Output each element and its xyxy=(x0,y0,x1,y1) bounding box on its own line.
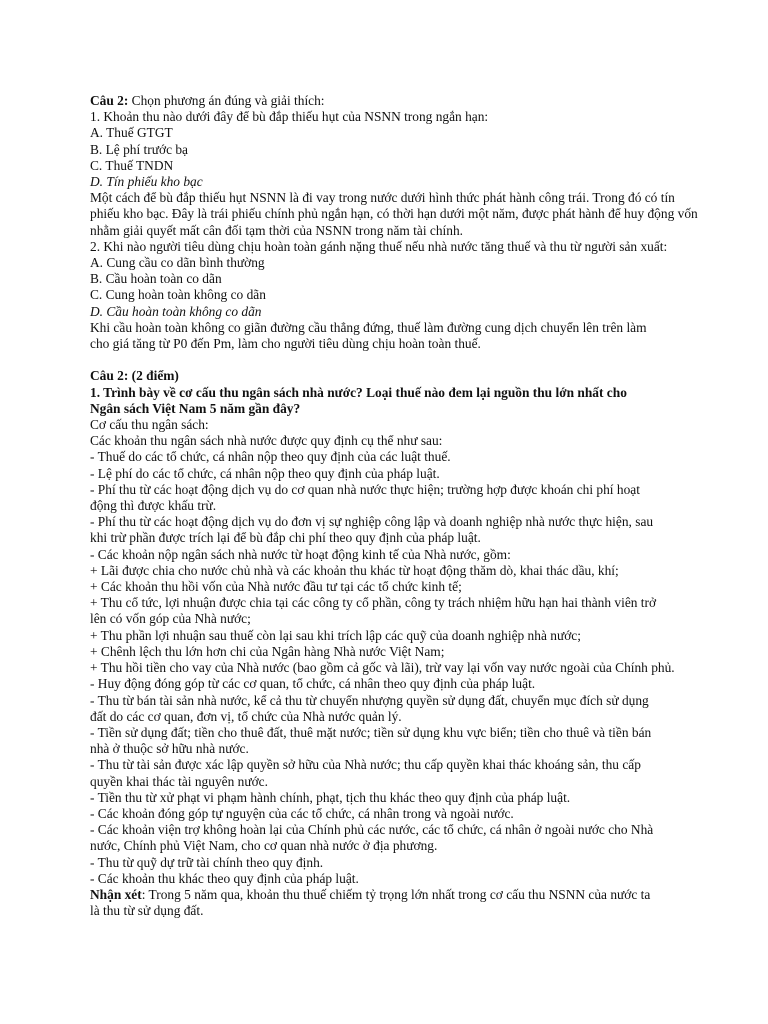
body-line: - Phí thu từ các hoạt động dịch vụ do đơn vị sự nghiệp công lập và doanh nghiệp nhà nước thực hiện, sau xyxy=(90,514,654,530)
question-1-explanation: Một cách để bù đắp thiếu hụt NSNN là đi vay trong nước dưới hình thức phát hành công trái. Trong đó có tín phiếu kho bạc. Đây là trái phiếu chính phủ ngắn hạn, có thời hạn dưới một năm, được phát hành để huy động vốn nhằm giải quyết mất cân đối tạm thời của NSNN trong năm tài chính. xyxy=(90,190,698,238)
body-line: - Các khoản đóng góp tự nguyện của các tổ chức, cá nhân trong và ngoài nước. xyxy=(90,805,514,821)
question-2-option-c: C. Cung hoàn toàn không co dãn xyxy=(90,287,266,303)
body-line: - Lệ phí do các tổ chức, cá nhân nộp theo quy định của pháp luật. xyxy=(90,465,440,481)
question-1-option-d-answer: D. Tín phiếu kho bạc xyxy=(90,174,203,190)
remark-line-2: là thu từ sử dụng đất. xyxy=(90,903,204,919)
section2-question-line-2: Ngân sách Việt Nam 5 năm gần đây? xyxy=(90,400,301,416)
body-line: + Thu phần lợi nhuận sau thuế còn lại sau khi trích lập các quỹ của doanh nghiệp nhà nước; xyxy=(90,627,581,643)
section1-heading-text: Chọn phương án đúng và giải thích: xyxy=(128,93,325,108)
question-1-option-b: B. Lệ phí trước bạ xyxy=(90,141,189,157)
question-2-explanation-line-1: Khi cầu hoàn toàn không co giãn đường cầu thẳng đứng, thuế làm đường cung dịch chuyển lên trên làm xyxy=(90,319,647,335)
body-line: + Thu hồi tiền cho vay của Nhà nước (bao gồm cả gốc và lãi), trừ vay lại vốn vay nước ngoài của Chính phủ. xyxy=(90,660,675,676)
document-page xyxy=(90,93,700,919)
question-2-explanation-line-2: cho giá tăng từ P0 đến Pm, làm cho người tiêu dùng chịu hoàn toàn thuế. xyxy=(90,336,481,352)
body-line: + Thu cổ tức, lợi nhuận được chia tại các công ty cổ phần, công ty trách nhiệm hữu hạn hai thành viên trở xyxy=(90,595,657,611)
body-line: - Các khoản nộp ngân sách nhà nước từ hoạt động kinh tế của Nhà nước, gồm: xyxy=(90,546,511,562)
body-line: động thì được khấu trừ. xyxy=(90,498,217,514)
question-2-option-d-answer: D. Cầu hoàn toàn không co dãn xyxy=(90,303,262,319)
question-1-option-a: A. Thuế GTGT xyxy=(90,125,173,141)
section1-heading-label: Câu 2: xyxy=(90,93,129,108)
section2-body xyxy=(90,417,700,887)
body-line: - Thu từ tài sản được xác lập quyền sở hữu của Nhà nước; thu cấp quyền khai thác khoáng sản, thu cấp xyxy=(90,757,641,773)
question-2: 2. Khi nào người tiêu dùng chịu hoàn toàn gánh nặng thuế nếu nhà nước tăng thuế và thu từ người sản xuất: xyxy=(90,238,668,254)
body-line: - Thu từ bán tài sản nhà nước, kể cả thu từ chuyển nhượng quyền sử dụng đất, chuyển mục đích sử dụng xyxy=(90,692,649,708)
body-line: - Huy động đóng góp từ các cơ quan, tổ chức, cá nhân theo quy định của pháp luật. xyxy=(90,676,536,692)
body-line: nước, Chính phủ Việt Nam, cho cơ quan nhà nước ở địa phương. xyxy=(90,838,438,854)
body-line: + Lãi được chia cho nước chủ nhà và các khoản thu khác từ hoạt động thăm dò, khai thác dầu, khí; xyxy=(90,562,619,578)
remark-text: : Trong 5 năm qua, khoản thu thuế chiếm tỷ trọng lớn nhất trong cơ cấu thu NSNN của nước ta xyxy=(141,886,651,902)
remark-label: Nhận xét xyxy=(90,886,142,902)
body-line: Cơ cấu thu ngân sách: xyxy=(90,417,209,433)
question-1-option-c: C. Thuế TNDN xyxy=(90,157,174,173)
question-1: 1. Khoản thu nào dưới đây để bù đắp thiếu hụt của NSNN trong ngắn hạn: xyxy=(90,109,489,125)
body-line: - Tiền sử dụng đất; tiền cho thuê đất, thuê mặt nước; tiền sử dụng khu vực biển; tiền cho thuê và tiền bán xyxy=(90,724,652,740)
body-line: - Các khoản thu khác theo quy định của pháp luật. xyxy=(90,870,359,886)
body-line: - Phí thu từ các hoạt động dịch vụ do cơ quan nhà nước thực hiện; trường hợp được khoán chi phí hoạt xyxy=(90,481,640,497)
section2-heading: Câu 2: (2 điểm) xyxy=(90,368,179,384)
body-line: khi trừ phần được trích lại để bù đắp chi phí theo quy định của pháp luật. xyxy=(90,530,481,546)
remark-line-1 xyxy=(90,887,700,903)
body-line: quyền khai thác tài nguyên nước. xyxy=(90,773,268,789)
body-line: Các khoản thu ngân sách nhà nước được quy định cụ thể như sau: xyxy=(90,433,443,449)
question-2-option-a: A. Cung cầu co dãn bình thường xyxy=(90,255,265,271)
body-line: nhà ở thuộc sở hữu nhà nước. xyxy=(90,741,249,757)
blank-line xyxy=(90,352,700,368)
section1-heading xyxy=(90,93,700,109)
body-line: lên có vốn góp của Nhà nước; xyxy=(90,611,251,627)
body-line: - Thuế do các tổ chức, cá nhân nộp theo quy định của các luật thuế. xyxy=(90,449,451,465)
section2-question-line-1: 1. Trình bày về cơ cấu thu ngân sách nhà nước? Loại thuế nào đem lại nguồn thu lớn nhất cho xyxy=(90,384,627,400)
body-line: - Thu từ quỹ dự trữ tài chính theo quy định. xyxy=(90,854,324,870)
question-2-option-b: B. Cầu hoàn toàn co dãn xyxy=(90,271,222,287)
body-line: - Tiền thu từ xử phạt vi phạm hành chính, phạt, tịch thu khác theo quy định của pháp luật. xyxy=(90,789,571,805)
body-line: + Các khoản thu hồi vốn của Nhà nước đầu tư tại các tổ chức kinh tế; xyxy=(90,579,462,595)
body-line: đất do các cơ quan, đơn vị, tổ chức của Nhà nước quản lý. xyxy=(90,708,402,724)
body-line: + Chênh lệch thu lớn hơn chi của Ngân hàng Nhà nước Việt Nam; xyxy=(90,643,445,659)
body-line: - Các khoản viện trợ không hoàn lại của Chính phủ các nước, các tổ chức, cá nhân ở ngoài nước cho Nhà xyxy=(90,822,654,838)
